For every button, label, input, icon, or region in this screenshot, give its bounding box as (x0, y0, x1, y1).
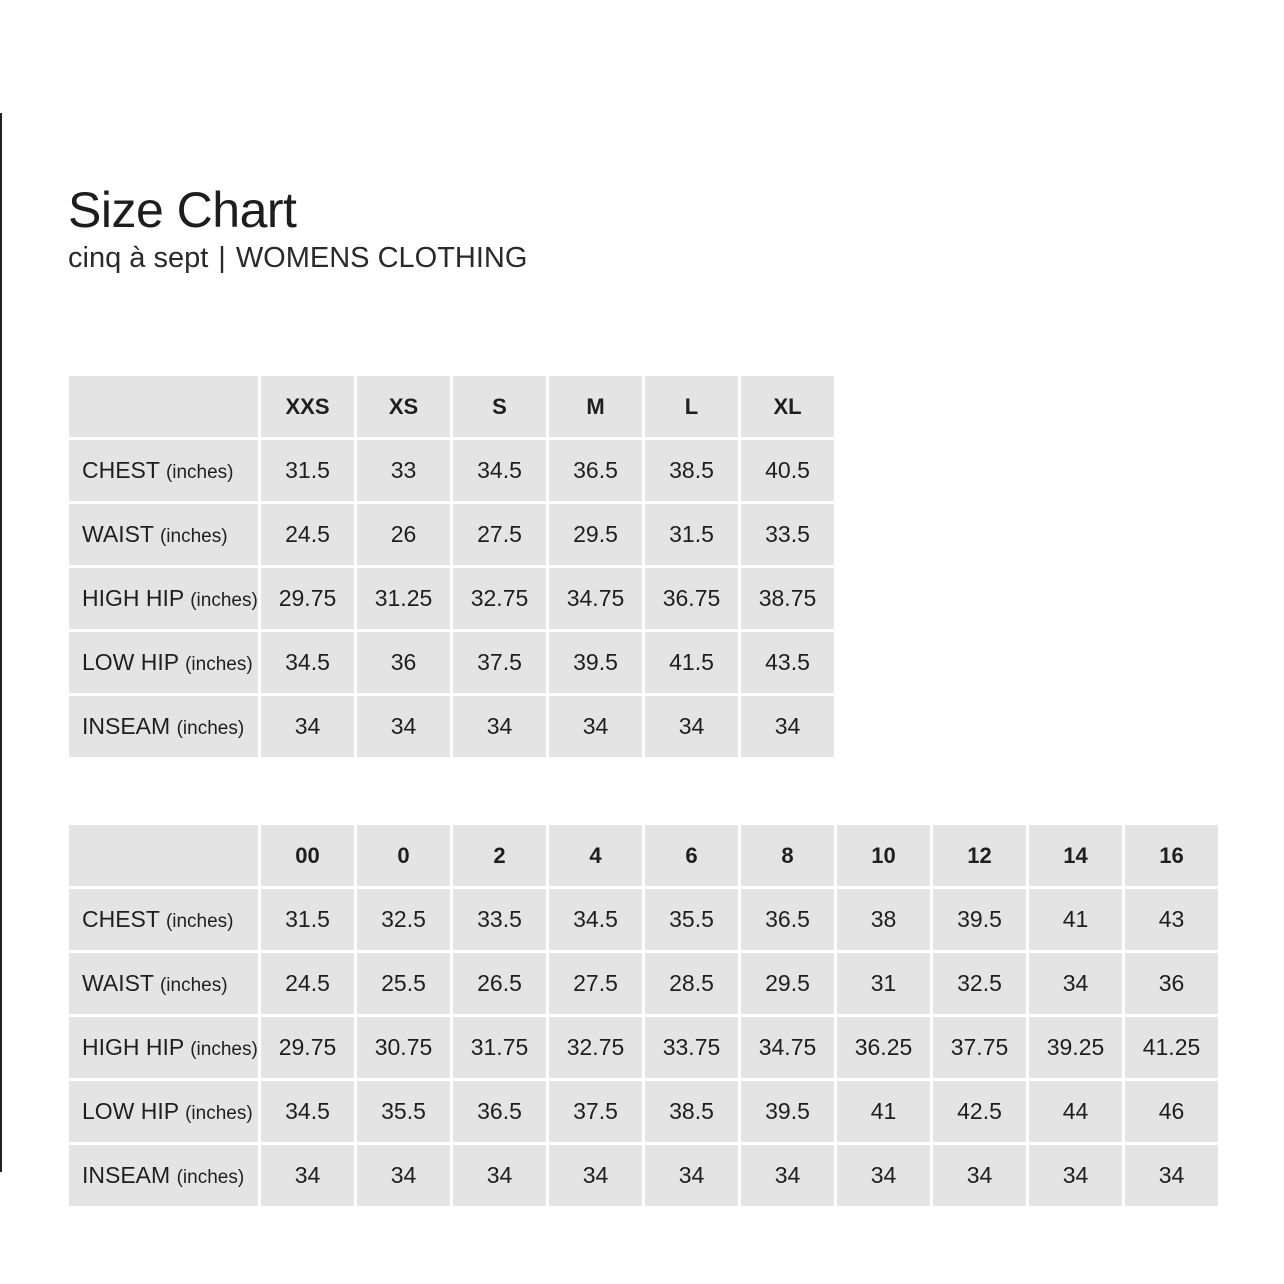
measurement-cell: 32.75 (453, 568, 546, 629)
table-row (69, 504, 834, 565)
size-column-header: 4 (549, 825, 642, 886)
measurement-cell: 33 (357, 440, 450, 501)
table-row (69, 568, 834, 629)
table-row (69, 696, 834, 757)
size-column-header: 2 (453, 825, 546, 886)
letter-size-table (66, 373, 837, 760)
unit-label: (inches) (185, 1103, 253, 1124)
measurement-cell: 36 (357, 632, 450, 693)
page-title: Size Chart (68, 182, 297, 238)
unit-label: (inches) (190, 1039, 258, 1060)
measurement-name: INSEAM (82, 1162, 171, 1188)
size-column-header: M (549, 376, 642, 437)
measurement-cell: 24.5 (261, 953, 354, 1014)
measurement-cell: 29.5 (549, 504, 642, 565)
table-row (69, 889, 1218, 950)
unit-label: (inches) (159, 975, 228, 996)
measurement-cell: 34 (261, 1145, 354, 1206)
measurement-cell: 46 (1125, 1081, 1218, 1142)
measurement-cell: 34 (453, 696, 546, 757)
measurement-name: HIGH HIP (82, 1034, 184, 1060)
size-column-header: XL (741, 376, 834, 437)
measurement-cell: 35.5 (357, 1081, 450, 1142)
measurement-cell: 34 (837, 1145, 930, 1206)
measurement-cell: 34 (1029, 953, 1122, 1014)
measurement-cell: 34.5 (261, 632, 354, 693)
size-column-header: XXS (261, 376, 354, 437)
measurement-cell: 37.5 (453, 632, 546, 693)
subtitle-separator: | (218, 242, 226, 274)
unit-label: (inches) (165, 462, 234, 483)
measurement-cell: 34 (549, 1145, 642, 1206)
measurement-cell: 37.5 (549, 1081, 642, 1142)
measurement-cell: 32.5 (357, 889, 450, 950)
brand-name: cinq à sept (68, 242, 209, 274)
unit-label: (inches) (165, 911, 234, 932)
numeric-size-table (66, 822, 1221, 1209)
page-subtitle (68, 244, 527, 273)
measurement-cell: 34.5 (453, 440, 546, 501)
size-column-header: 6 (645, 825, 738, 886)
measurement-cell: 39.5 (741, 1081, 834, 1142)
measurement-cell: 34.5 (261, 1081, 354, 1142)
size-column-header: S (453, 376, 546, 437)
size-chart-page (0, 113, 1284, 1188)
row-label (69, 1081, 258, 1142)
measurement-cell: 34 (453, 1145, 546, 1206)
measurement-name: INSEAM (82, 713, 171, 739)
measurement-name: HIGH HIP (82, 585, 184, 611)
measurement-cell: 26.5 (453, 953, 546, 1014)
measurement-cell: 36.5 (453, 1081, 546, 1142)
measurement-name: WAIST (82, 521, 154, 547)
measurement-cell: 34 (645, 696, 738, 757)
measurement-cell: 36 (1125, 953, 1218, 1014)
size-column-header: 00 (261, 825, 354, 886)
header-row (69, 376, 834, 437)
measurement-cell: 42.5 (933, 1081, 1026, 1142)
measurement-cell: 38 (837, 889, 930, 950)
corner-cell (69, 376, 258, 437)
measurement-cell: 32.5 (933, 953, 1026, 1014)
measurement-name: LOW HIP (82, 1098, 179, 1124)
corner-cell (69, 825, 258, 886)
size-column-header: L (645, 376, 738, 437)
measurement-name: WAIST (82, 970, 154, 996)
measurement-cell: 33.75 (645, 1017, 738, 1078)
measurement-cell: 34 (1029, 1145, 1122, 1206)
measurement-cell: 34 (741, 696, 834, 757)
measurement-cell: 31 (837, 953, 930, 1014)
measurement-cell: 31.75 (453, 1017, 546, 1078)
row-label (69, 1017, 258, 1078)
size-column-header: 16 (1125, 825, 1218, 886)
size-column-header: 0 (357, 825, 450, 886)
row-label (69, 889, 258, 950)
measurement-name: CHEST (82, 906, 160, 932)
measurement-cell: 31.25 (357, 568, 450, 629)
row-label (69, 504, 258, 565)
table-row (69, 1017, 1218, 1078)
measurement-cell: 34 (357, 696, 450, 757)
unit-label: (inches) (185, 654, 253, 675)
measurement-cell: 38.5 (645, 1081, 738, 1142)
measurement-name: LOW HIP (82, 649, 179, 675)
measurement-cell: 33.5 (453, 889, 546, 950)
measurement-cell: 41 (1029, 889, 1122, 950)
measurement-cell: 43.5 (741, 632, 834, 693)
unit-label: (inches) (190, 590, 258, 611)
measurement-cell: 25.5 (357, 953, 450, 1014)
measurement-name: CHEST (82, 457, 160, 483)
measurement-cell: 31.5 (261, 889, 354, 950)
measurement-cell: 44 (1029, 1081, 1122, 1142)
measurement-cell: 31.5 (261, 440, 354, 501)
measurement-cell: 34 (741, 1145, 834, 1206)
size-column-header: XS (357, 376, 450, 437)
table-row (69, 1081, 1218, 1142)
measurement-cell: 36.5 (549, 440, 642, 501)
measurement-cell: 31.5 (645, 504, 738, 565)
measurement-cell: 28.5 (645, 953, 738, 1014)
unit-label: (inches) (176, 1167, 245, 1188)
measurement-cell: 36.5 (741, 889, 834, 950)
measurement-cell: 34.75 (741, 1017, 834, 1078)
size-column-header: 8 (741, 825, 834, 886)
row-label (69, 440, 258, 501)
measurement-cell: 41.25 (1125, 1017, 1218, 1078)
measurement-cell: 27.5 (453, 504, 546, 565)
size-column-header: 12 (933, 825, 1026, 886)
measurement-cell: 39.5 (549, 632, 642, 693)
measurement-cell: 27.5 (549, 953, 642, 1014)
measurement-cell: 37.75 (933, 1017, 1026, 1078)
table-row (69, 1145, 1218, 1206)
measurement-cell: 39.25 (1029, 1017, 1122, 1078)
measurement-cell: 41.5 (645, 632, 738, 693)
row-label (69, 632, 258, 693)
measurement-cell: 29.75 (261, 1017, 354, 1078)
measurement-cell: 35.5 (645, 889, 738, 950)
measurement-cell: 34 (933, 1145, 1026, 1206)
measurement-cell: 43 (1125, 889, 1218, 950)
measurement-cell: 24.5 (261, 504, 354, 565)
measurement-cell: 30.75 (357, 1017, 450, 1078)
measurement-cell: 36.75 (645, 568, 738, 629)
size-column-header: 14 (1029, 825, 1122, 886)
measurement-cell: 34.5 (549, 889, 642, 950)
measurement-cell: 40.5 (741, 440, 834, 501)
measurement-cell: 29.75 (261, 568, 354, 629)
category-name: WOMENS CLOTHING (235, 242, 528, 274)
unit-label: (inches) (159, 526, 228, 547)
measurement-cell: 32.75 (549, 1017, 642, 1078)
measurement-cell: 34.75 (549, 568, 642, 629)
table-row (69, 632, 834, 693)
table-row (69, 440, 834, 501)
row-label (69, 1145, 258, 1206)
size-column-header: 10 (837, 825, 930, 886)
measurement-cell: 41 (837, 1081, 930, 1142)
measurement-cell: 38.75 (741, 568, 834, 629)
measurement-cell: 34 (549, 696, 642, 757)
measurement-cell: 34 (1125, 1145, 1218, 1206)
measurement-cell: 34 (645, 1145, 738, 1206)
row-label (69, 953, 258, 1014)
table-row (69, 953, 1218, 1014)
measurement-cell: 38.5 (645, 440, 738, 501)
unit-label: (inches) (176, 718, 245, 739)
measurement-cell: 29.5 (741, 953, 834, 1014)
row-label (69, 568, 258, 629)
measurement-cell: 33.5 (741, 504, 834, 565)
measurement-cell: 34 (261, 696, 354, 757)
measurement-cell: 36.25 (837, 1017, 930, 1078)
measurement-cell: 26 (357, 504, 450, 565)
header-row (69, 825, 1218, 886)
measurement-cell: 39.5 (933, 889, 1026, 950)
row-label (69, 696, 258, 757)
measurement-cell: 34 (357, 1145, 450, 1206)
